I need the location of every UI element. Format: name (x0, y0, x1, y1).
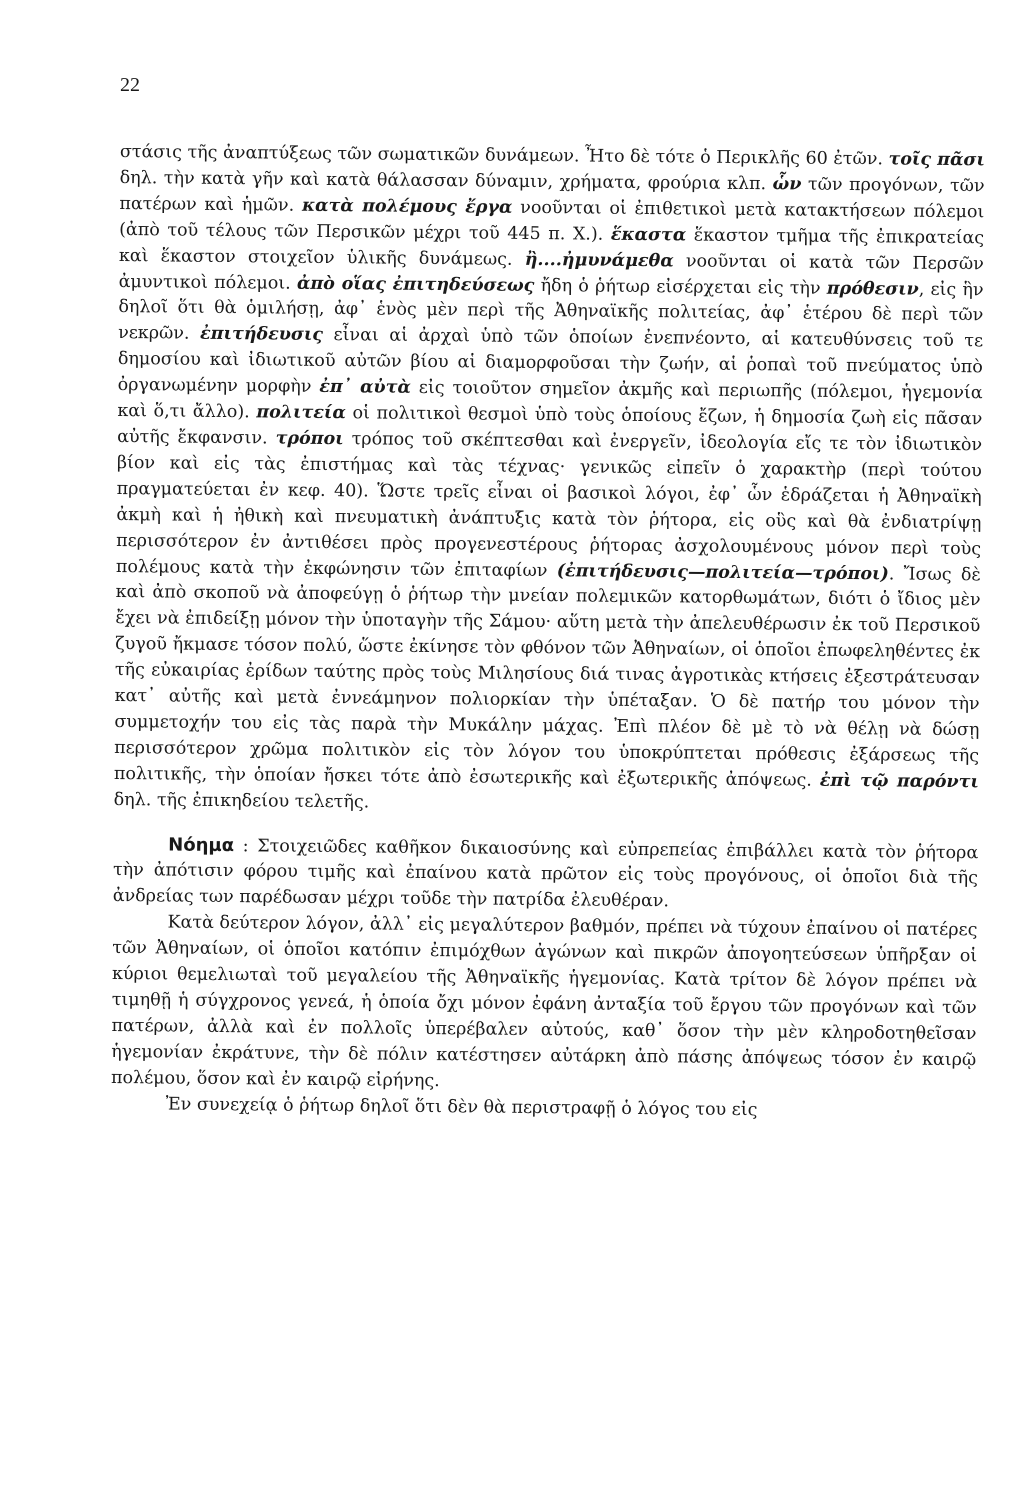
emphasized-term: ἕκαστα (610, 224, 687, 246)
emphasized-term: (ἐπιτήδευσις—πολιτεία—τρόποι) (556, 560, 889, 584)
noima-paragraph (113, 832, 979, 919)
noima-text: Στοιχειῶδες καθῆκον δικαιοσύνης καὶ εὐπρεπείας ἐπιβάλλει κατὰ τὸν ῥήτορα τὴν ἀπότισιν φόρου τιμῆς καὶ ἐπαίνου κατὰ πρῶτον εἰς τοὺς προγόνους, οἱ ὁποῖοι διὰ τῆς ἀνδρείας των παρέδωσαν μέχρι τοῦδε τὴν πατρίδα ἐλευθέραν. (112, 835, 979, 912)
text-run: ἕκαστον τμῆμα τῆς ἐπικρατείας καὶ ἕκαστον στοιχεῖον ὑλικῆς δυνάμεως. (118, 225, 985, 270)
emphasized-term: τρόποι (275, 428, 344, 450)
emphasized-term: πρόθεσιν (826, 278, 919, 300)
text-run: . Ἴσως δὲ καὶ ἀπὸ σκοποῦ νὰ ἀποφεύγῃ ὁ ῥήτωρ τὴν μνείαν πολεμικῶν κατορθωμάτων, διότι ὁ ἴδιος μὲν ἔχει νὰ ἐπιδείξῃ μόνον τὴν ὑποταγὴν τῆς Σάμου· αὕτη μετὰ τὴν ἀπελευθέρωσιν ἐκ τοῦ Περσικοῦ ζυγοῦ ἤκμασε τόσον πολύ, ὥστε ἐκίνησε τὸν φθόνον τῶν Ἀθηναίων, οἱ ὁποῖοι ἐπωφεληθέντες ἐκ τῆς εὐκαιρίας ἐρίδων ταύτης πρὸς τοὺς Μιλησίους διά τινας ἀγροτικὰς κτήσεις ἐξεστράτευσαν κατ᾽ αὐτῆς καὶ μετὰ ἐννεάμηνον πολιορκίαν τὴν ὑπέταξαν. Ὁ δὲ πατήρ του μόνον τὴν συμμετοχήν του εἰς τὰς παρὰ τὴν Μυκάλην μάχας. Ἐπὶ πλέον δὲ μὲ τὸ νὰ θέλῃ νὰ δώσῃ περισσότερον χρῶμα πολιτικὸν εἰς τὸν λόγον του ὑποκρύπτεται πρόθεσις ἐξάρσεως τῆς πολιτικῆς, τὴν ὁποίαν ἤσκει τότε ἀπὸ ἐσωτερικῆς καὶ ἐξωτερικῆς ἀπόψεως. (113, 563, 981, 791)
text-run: νοοῦνται οἱ ἐπιθετικοὶ μετὰ κατακτήσεων πόλεμοι (ἀπὸ τοῦ τέλους τῶν Περσικῶν μέχρι τοῦ 445 π. Χ.). (119, 197, 985, 245)
text-run: τῶν προγόνων, τῶν πατέρων καὶ ἡμῶν. (119, 174, 985, 216)
text-run: ἤδη ὁ ῥήτωρ εἰσέρχεται εἰς τὴν (534, 275, 827, 299)
text-run: εἰς τοιοῦτον σημεῖον ἀκμῆς καὶ περιωπῆς (πόλεμοι, ἡγεμονία καὶ ὅ,τι ἄλλο). (117, 377, 983, 423)
emphasized-term: ἐπὶ τῷ παρόντι (819, 770, 979, 793)
second-reason-paragraph: Κατὰ δεύτερον λόγον, ἀλλ᾽ εἰς μεγαλύτερον βαθμόν, πρέπει νὰ τύχουν ἐπαίνου οἱ πατέρες τῶν Ἀθηναίων, οἱ ὁποῖοι κατόπιν ἐπιμόχθων ἀγώνων καὶ πικρῶν ἀπογοητεύσεων ὑπῆρξαν οἱ κύριοι θεμελιωταὶ τοῦ μεγαλείου τῆς Ἀθηναϊκῆς ἡγεμονίας. Κατὰ τρίτον δὲ λόγον πρέπει νὰ τιμηθῇ ἡ σύγχρονος γενεά, ἡ ὁποία ὄχι μόνον ἐφάνη ἀνταξία τοῦ ἔργου τῶν προγόνων καὶ τῶν πατέρων, ἀλλὰ καὶ ἐν πολλοῖς ὑπερέβαλεν αὐτούς, καθ᾽ ὅσον τὴν μὲν κληροδοτηθεῖσαν ἡγεμονίαν ἐκράτυνε, τὴν δὲ πόλιν κατέστησεν αὐτάρκη ἀπὸ πάσης ἀπόψεως τόσον ἐν καιρῷ πολέμου, ὅσον καὶ ἐν καιρῷ εἰρήνης. (110, 912, 978, 1091)
emphasized-term: ἀπὸ οἵας ἐπιτηδεύσεως (296, 273, 535, 296)
text-run: εἶναι αἱ ἀρχαὶ ὑπὸ τῶν ὁποίων ἐνεπνέοντο, αἱ κατευθύνσεις τοῦ τε δημοσίου καὶ ἰδιωτικοῦ αὐτῶν βίου αἱ διαμορφοῦσαι τὴν ζωήν, αἱ ῥοπαὶ τοῦ πνεύματος ὑπὸ ὀργανωμένην μορφὴν (117, 325, 984, 398)
emphasized-term: ἐπ᾽ αὐτὰ (319, 377, 411, 398)
emphasized-term: ἢ....ἠμυνάμεθα (524, 249, 674, 271)
text-run: τρόπος τοῦ σκέπτεσθαι καὶ ἐνεργεῖν, ἰδεολογία εἴς τε τὸν ἰδιωτικὸν βίον καὶ εἰς τὰς ἐπιστήμας καὶ τὰς τέχνας· γενικῶς εἰπεῖν ὁ χαρακτὴρ (περὶ τούτου πραγματεύεται ἐν κεφ. 40). Ὥστε τρεῖς εἶναι οἱ βασικοὶ λόγοι, ἐφ᾽ ὧν ἑδράζεται ἡ Ἀθηναϊκὴ ἀκμὴ καὶ ἡ ἠθικὴ καὶ πνευματικὴ ἀνάπτυξις κατὰ τὸν ῥήτορα, εἰς οὓς καὶ θὰ ἐνδιατρίψῃ περισσότερον ἐν ἀντιθέσει πρὸς προγενεστέρους ῥήτορας ἀσχολουμένους μόνον περὶ τοὺς πολέμους κατὰ τὴν ἐκφώνησιν τῶν ἐπιταφίων (115, 429, 983, 581)
emphasized-term: τοῖς πᾶσι (888, 149, 985, 171)
noima-label: Νόημα (168, 834, 235, 856)
text-run: στάσις τῆς ἀναπτύξεως τῶν σωματικῶν δυνάμεων. Ἦτο δὲ τότε ὁ Περικλῆς 60 ἐτῶν. (119, 141, 889, 170)
text-run: δηλ. τὴν κατὰ γῆν καὶ κατὰ θάλασσαν δύναμιν, χρήματα, φρούρια κλπ. (119, 167, 773, 195)
emphasized-term: πολιτεία (256, 402, 347, 424)
text-run: οἱ πολιτικοὶ θεσμοὶ ὑπὸ τοὺς ὁποίους ἔζων, ἡ δημοσία ζωὴ εἰς πᾶσαν αὐτῆς ἔκφανσιν. (117, 403, 983, 449)
text-run: , εἰς ἣν δηλοῖ ὅτι θὰ ὁμιλήσῃ, ἀφ᾽ ἑνὸς μὲν περὶ τῆς Ἀθηναϊκῆς πολιτείας, ἀφ᾽ ἑτέρου δὲ περὶ τῶν νεκρῶν. (118, 279, 984, 345)
noima-separator: : (233, 835, 258, 856)
emphasized-term: ἐπιτήδευσις (199, 324, 324, 346)
text-run: νοοῦνται οἱ κατὰ τῶν Περσῶν ἀμυντικοὶ πόλεμοι. (118, 250, 984, 294)
commentary-paragraph (114, 140, 985, 822)
continuation-paragraph: Ἐν συνεχείᾳ ὁ ῥήτωρ δηλοῖ ὅτι δὲν θὰ περιστραφῇ ὁ λόγος του εἰς (165, 1094, 758, 1120)
text-run: δηλ. τῆς ἐπικηδείου τελετῆς. (113, 789, 370, 813)
page-number: 22 (120, 74, 140, 96)
page-text (111, 140, 985, 1126)
emphasized-term: ὧν (772, 174, 802, 195)
emphasized-term: κατὰ πολέμους ἔργα (301, 195, 513, 218)
